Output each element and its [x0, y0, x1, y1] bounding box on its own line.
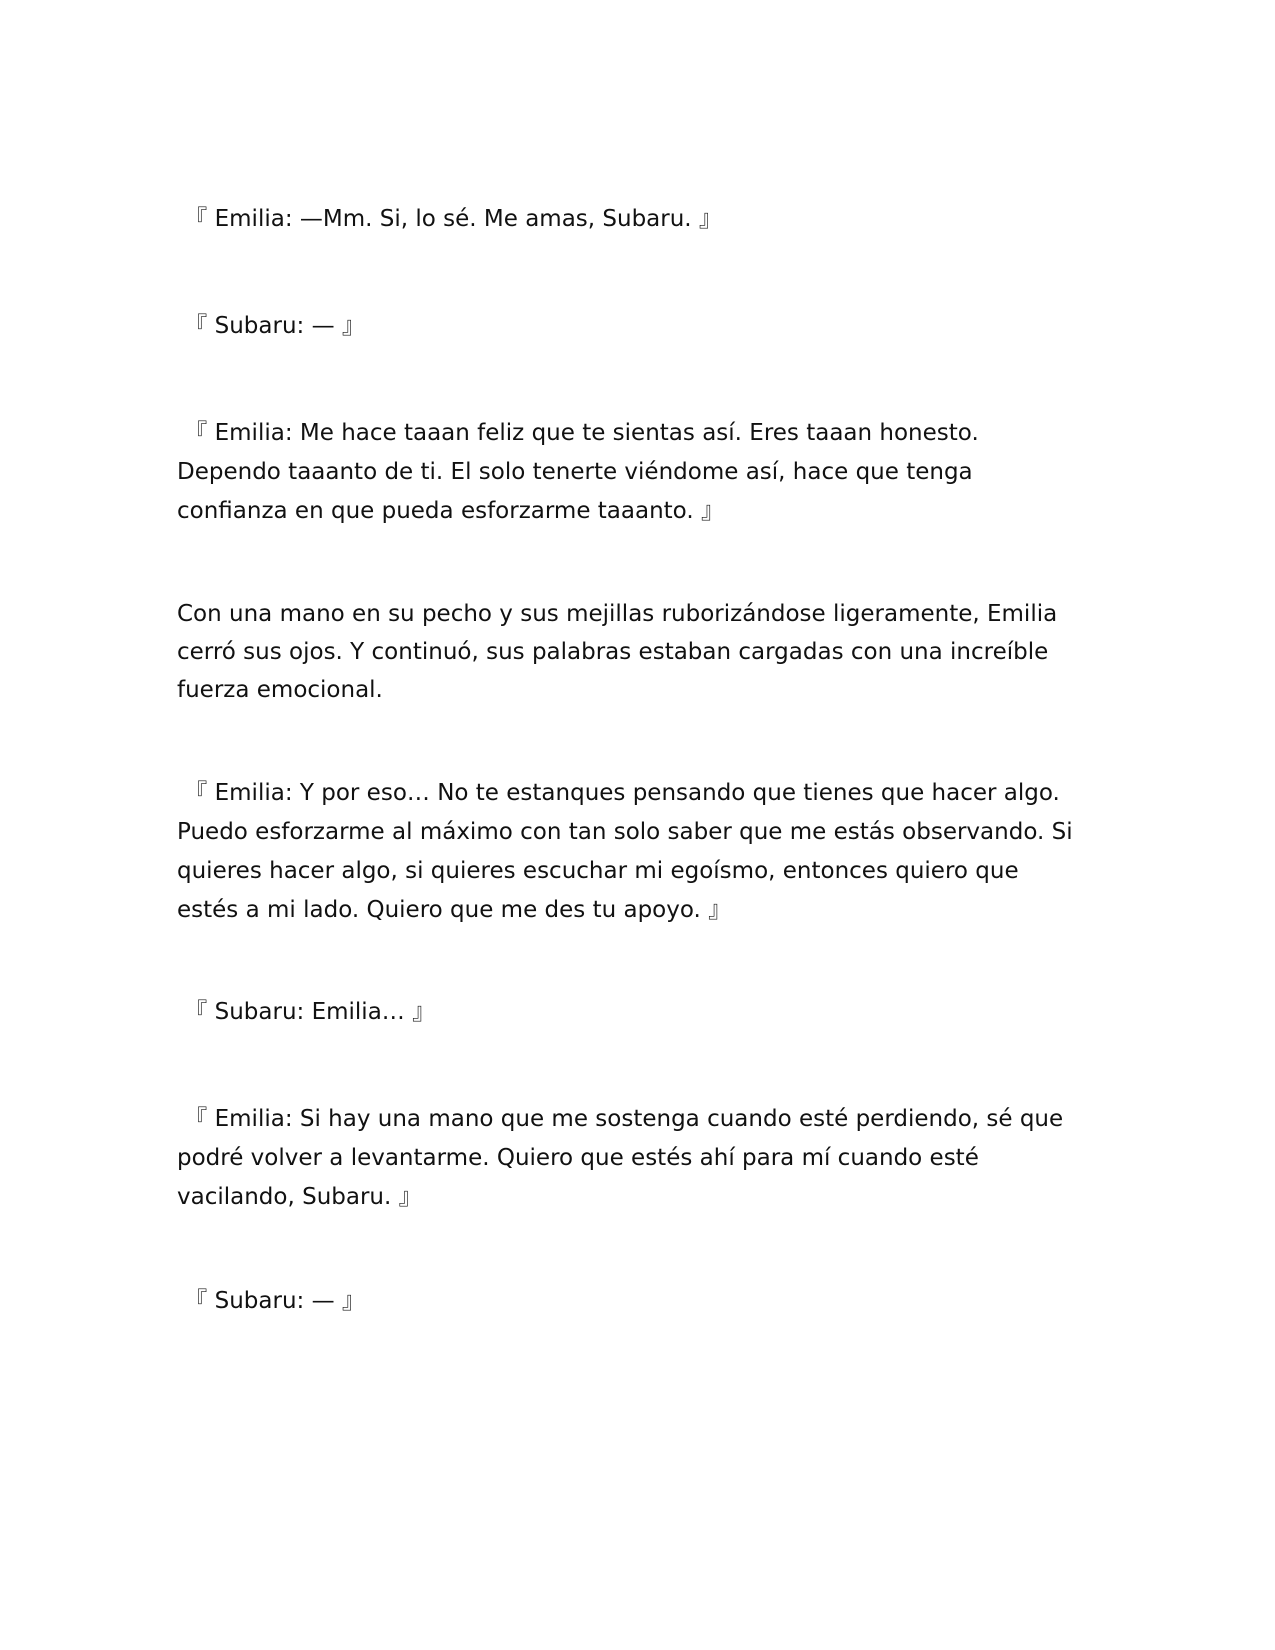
dialogue-subaru-1 [177, 307, 1107, 346]
text-line: 『 Emilia: Y por eso… No te estanques pensando que tienes que hacer algo. [177, 780, 1060, 806]
dialogue-emilia-4 [177, 1100, 1107, 1217]
text-line: 『 Subaru: — 』 [177, 313, 365, 339]
dialogue-emilia-3 [177, 774, 1107, 930]
text-line: 『 Subaru: Emilia… 』 [177, 999, 436, 1025]
dialogue-subaru-2 [177, 993, 1107, 1032]
text-line: Dependo taaanto de ti. El solo tenerte viéndome así, hace que tenga [177, 459, 973, 485]
text-line: estés a mi lado. Quiero que me des tu apoyo. 』 [177, 897, 732, 923]
text-line: quieres hacer algo, si quieres escuchar mi egoísmo, entonces quiero que [177, 858, 1019, 884]
text-line: 『 Subaru: — 』 [177, 1288, 365, 1314]
narration-paragraph [177, 595, 1107, 709]
text-line: 『 Emilia: Me hace taaan feliz que te sientas así. Eres taaan honesto. [177, 420, 979, 446]
dialogue-subaru-3 [177, 1282, 1107, 1321]
text-line: Puedo esforzarme al máximo con tan solo saber que me estás observando. Si [177, 819, 1073, 845]
text-line: fuerza emocional. [177, 677, 383, 703]
text-line: 『 Emilia: Si hay una mano que me sostenga cuando esté perdiendo, sé que [177, 1106, 1064, 1132]
dialogue-emilia-1 [177, 200, 1107, 239]
text-line: cerró sus ojos. Y continuó, sus palabras estaban cargadas con una increíble [177, 639, 1049, 665]
text-line: podré volver a levantarme. Quiero que estés ahí para mí cuando esté [177, 1145, 979, 1171]
text-line: confianza en que pueda esforzarme taaanto. 』 [177, 498, 724, 524]
text-line: 『 Emilia: —Mm. Si, lo sé. Me amas, Subaru. 』 [177, 206, 722, 232]
text-line: vacilando, Subaru. 』 [177, 1184, 422, 1210]
text-line: Con una mano en su pecho y sus mejillas ruborizándose ligeramente, Emilia [177, 601, 1058, 627]
dialogue-emilia-2 [177, 414, 1107, 531]
